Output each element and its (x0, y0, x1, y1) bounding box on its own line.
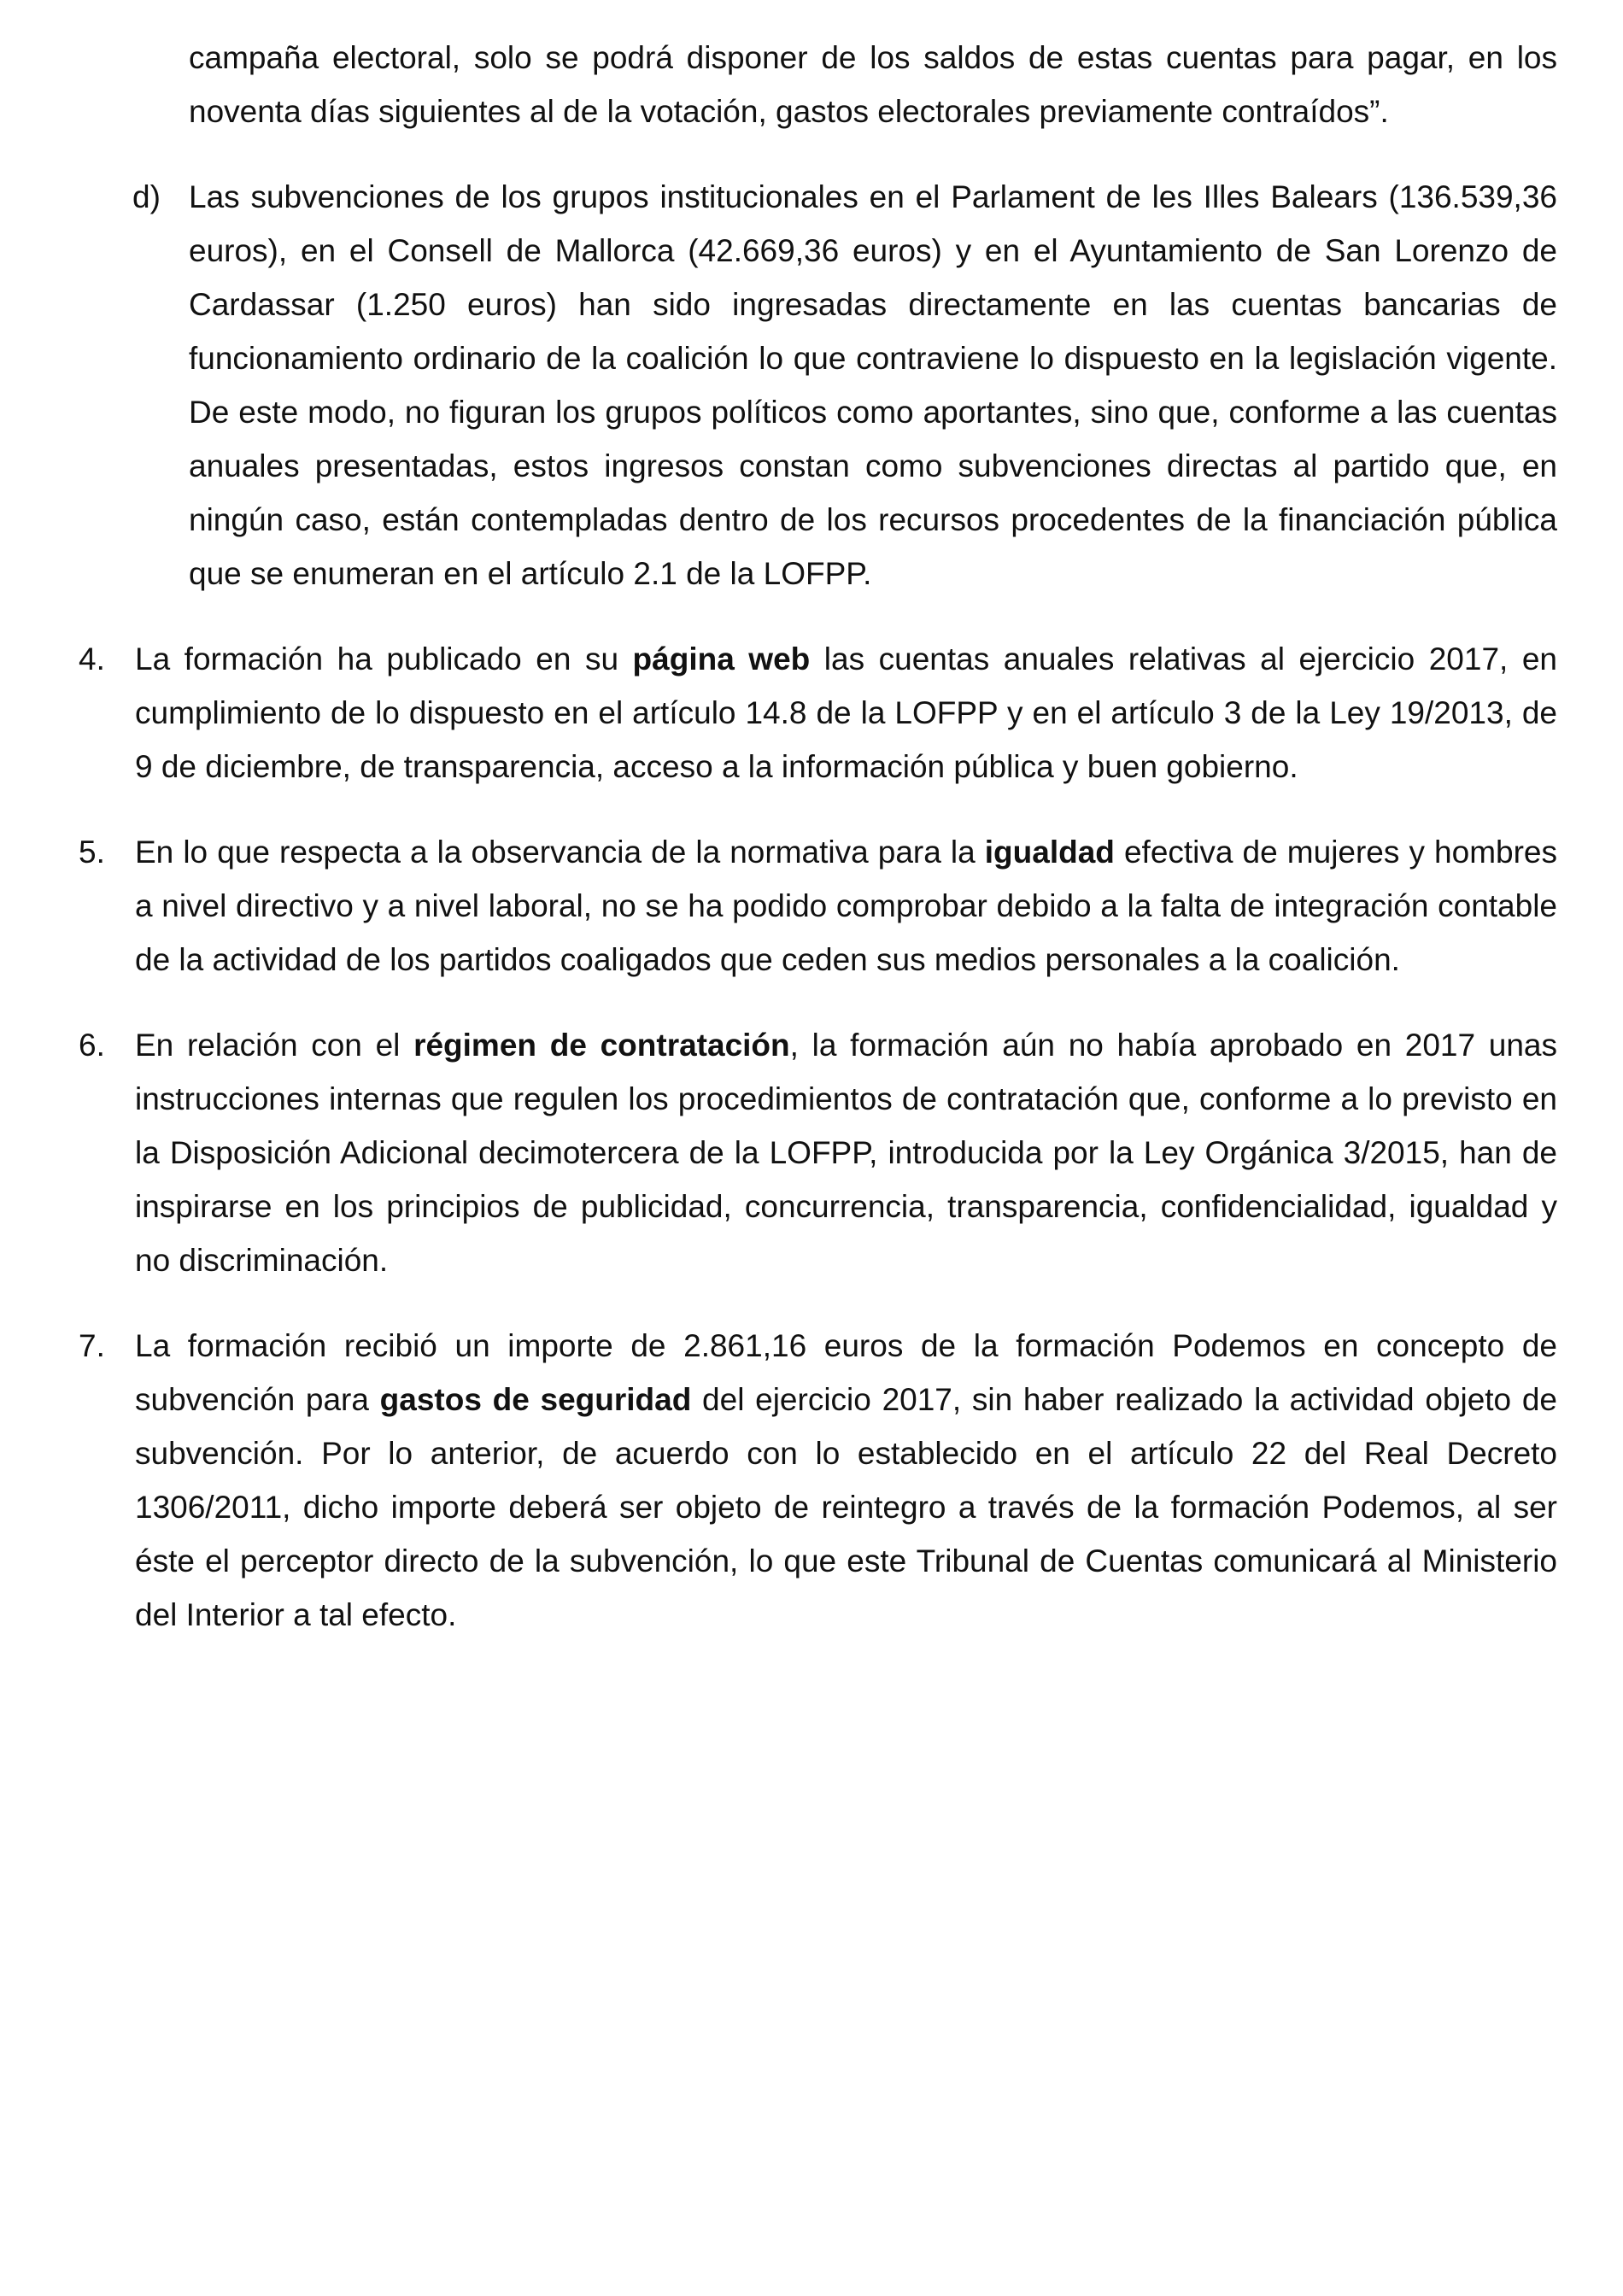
continued-paragraph (189, 31, 1557, 138)
list-item-4-text-pre: La formación ha publicado en su (135, 641, 633, 676)
list-item-d (132, 170, 1557, 600)
list-item-6-text-post: , la formación aún no había aprobado en 2017 unas instrucciones internas que regulen los procedimientos de contratación que, conforme a lo previsto en la Disposición Adicional decimotercera de la LOFPP, introducida por la Ley Orgánica 3/2015, han de inspirarse en los principios de publicidad, concurrencia, transparencia, confidencialidad, igualdad y no discriminación. (135, 1028, 1558, 1278)
list-item-5-bold: igualdad (984, 835, 1115, 870)
list-item-7 (79, 1319, 1557, 1642)
list-item-6 (79, 1018, 1558, 1287)
list-item-4 (79, 632, 1557, 794)
list-item-5-text-post: efectiva de mujeres y hombres a nivel directivo y a nivel laboral, no se ha podido comprobar debido a la falta de integración contable de la actividad de los partidos coaligados que ceden sus medios personales a la coalición. (135, 835, 1557, 977)
document-body (0, 31, 1623, 1642)
list-item-5-text-pre: En lo que respecta a la observancia de la normativa para la (135, 835, 985, 870)
list-marker-7: 7. (79, 1328, 105, 1363)
list-item-7-bold: gastos de seguridad (379, 1382, 692, 1417)
list-item-4-text-post: las cuentas anuales relativas al ejercicio 2017, en cumplimiento de lo dispuesto en el artículo 14.8 de la LOFPP y en el artículo 3 de la Ley 19/2013, de 9 de diciembre, de transparencia, acceso a la información pública y buen gobierno. (135, 641, 1557, 784)
list-item-6-text-pre: En relación con el (135, 1028, 414, 1063)
list-marker-d: d) (132, 179, 161, 214)
list-marker-4: 4. (79, 641, 105, 676)
continued-paragraph-text: campaña electoral, solo se podrá disponer de los saldos de estas cuentas para pagar, en los noventa días siguientes al de la votación, gastos electorales previamente contraídos”. (189, 40, 1557, 129)
list-item-4-bold: página web (632, 641, 811, 676)
list-item-7-text-pre: La formación recibió un importe de 2.861,16 euros de la formación Podemos en concepto de subvención para (135, 1328, 1557, 1417)
list-item-6-bold: régimen de contratación (413, 1028, 790, 1063)
list-marker-6: 6. (79, 1028, 105, 1063)
list-item-d-text: Las subvenciones de los grupos institucionales en el Parlament de les Illes Balears (136.539,36 euros), en el Consell de Mallorca (42.669,36 euros) y en el Ayuntamiento de San Lorenzo de Cardassar (1.250 euros) han sido ingresadas directamente en las cuentas bancarias de funcionamiento ordinario de la coalición lo que contraviene lo dispuesto en la legislación vigente. De este modo, no figuran los grupos políticos como aportantes, sino que, conforme a las cuentas anuales presentadas, estos ingresos constan como subvenciones directas al partido que, en ningún caso, están contempladas dentro de los recursos procedentes de la financiación pública que se enumeran en el artículo 2.1 de la LOFPP. (189, 179, 1557, 591)
list-marker-5: 5. (79, 835, 105, 870)
list-item-7-text-post: del ejercicio 2017, sin haber realizado la actividad objeto de subvención. Por lo anterior, de acuerdo con lo establecido en el artículo 22 del Real Decreto 1306/2011, dicho importe deberá ser objeto de reintegro a través de la formación Podemos, al ser éste el perceptor directo de la subvención, lo que este Tribunal de Cuentas comunicará al Ministerio del Interior a tal efecto. (135, 1382, 1557, 1632)
list-item-5 (79, 825, 1557, 987)
